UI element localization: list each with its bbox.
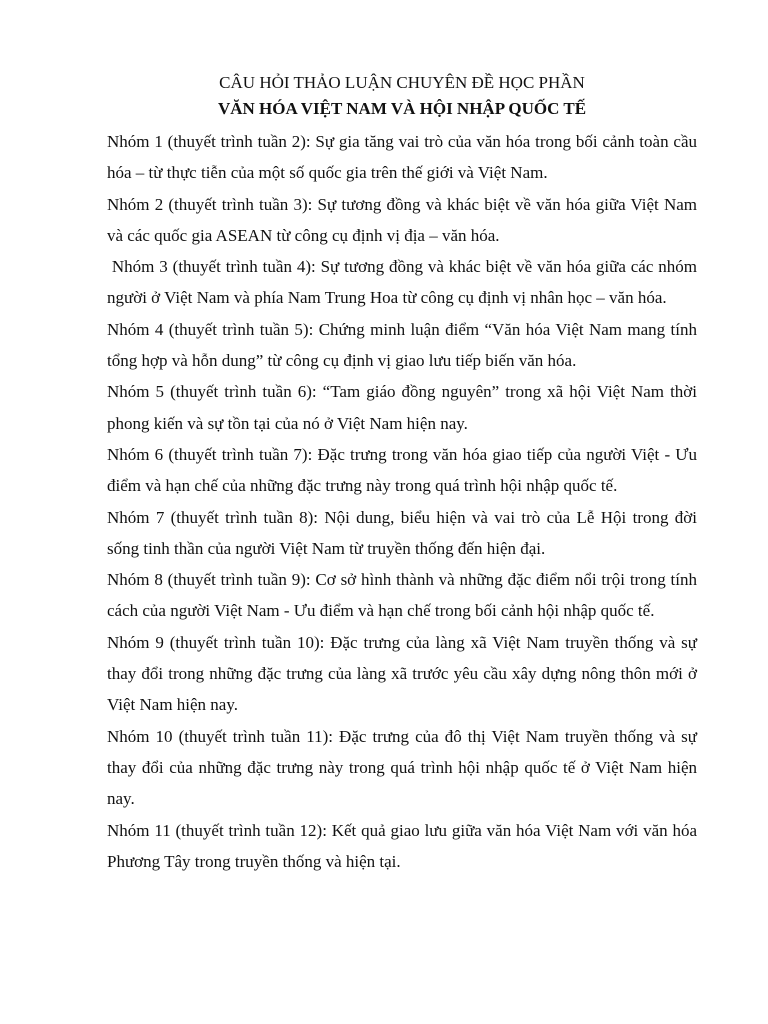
topic-item-2: Nhóm 2 (thuyết trình tuần 3): Sự tương đồng và khác biệt về văn hóa giữa Việt Nam và các quốc gia ASEAN từ công cụ định vị địa – văn hóa. bbox=[107, 194, 697, 245]
topic-item-1: Nhóm 1 (thuyết trình tuần 2): Sự gia tăng vai trò của văn hóa trong bối cảnh toàn cầu hóa – từ thực tiễn của một số quốc gia trên thế giới và Việt Nam. bbox=[107, 132, 697, 183]
document-subtitle: VĂN HÓA VIỆT NAM VÀ HỘI NHẬP QUỐC TẾ bbox=[217, 99, 587, 118]
topic-item-7: Nhóm 7 (thuyết trình tuần 8): Nội dung, biểu hiện và vai trò của Lễ Hội trong đời sống tinh thần của người Việt Nam từ truyền thống đến hiện đại. bbox=[107, 507, 697, 558]
topic-item-8: Nhóm 8 (thuyết trình tuần 9): Cơ sở hình thành và những đặc điểm nổi trội trong tính cách của người Việt Nam - Ưu điểm và hạn chế trong bối cảnh hội nhập quốc tế. bbox=[107, 570, 697, 621]
topic-item-6: Nhóm 6 (thuyết trình tuần 7): Đặc trưng trong văn hóa giao tiếp của người Việt - Ưu điểm và hạn chế của những đặc trưng này trong quá trình hội nhập quốc tế. bbox=[107, 444, 697, 496]
topic-item-9: Nhóm 9 (thuyết trình tuần 10): Đặc trưng của làng xã Việt Nam truyền thống và sự thay đổi trong những đặc trưng của làng xã trước yêu cầu xây dựng nông thôn mới ở Việt Nam hiện nay. bbox=[107, 632, 697, 715]
topic-item-5: Nhóm 5 (thuyết trình tuần 6): “Tam giáo đồng nguyên” trong xã hội Việt Nam thời phong kiến và sự tồn tại của nó ở Việt Nam hiện nay. bbox=[107, 382, 697, 433]
topic-item-10: Nhóm 10 (thuyết trình tuần 11): Đặc trưng của đô thị Việt Nam truyền thống và sự thay đổi của những đặc trưng này trong quá trình hội nhập quốc tế ở Việt Nam hiện nay. bbox=[107, 726, 697, 809]
topic-item-11: Nhóm 11 (thuyết trình tuần 12): Kết quả giao lưu giữa văn hóa Việt Nam với văn hóa Phương Tây trong truyền thống và hiện tại. bbox=[107, 820, 697, 871]
document-title: CÂU HỎI THẢO LUẬN CHUYÊN ĐỀ HỌC PHẦN bbox=[219, 73, 585, 92]
topic-item-3: Nhóm 3 (thuyết trình tuần 4): Sự tương đồng và khác biệt về văn hóa giữa các nhóm người ở Việt Nam và phía Nam Trung Hoa từ công cụ định vị nhân học – văn hóa. bbox=[107, 257, 702, 308]
topic-list bbox=[107, 126, 702, 877]
topic-item-4: Nhóm 4 (thuyết trình tuần 5): Chứng minh luận điểm “Văn hóa Việt Nam mang tính tổng hợp và hỗn dung” từ công cụ định vị giao lưu tiếp biến văn hóa. bbox=[107, 319, 697, 371]
